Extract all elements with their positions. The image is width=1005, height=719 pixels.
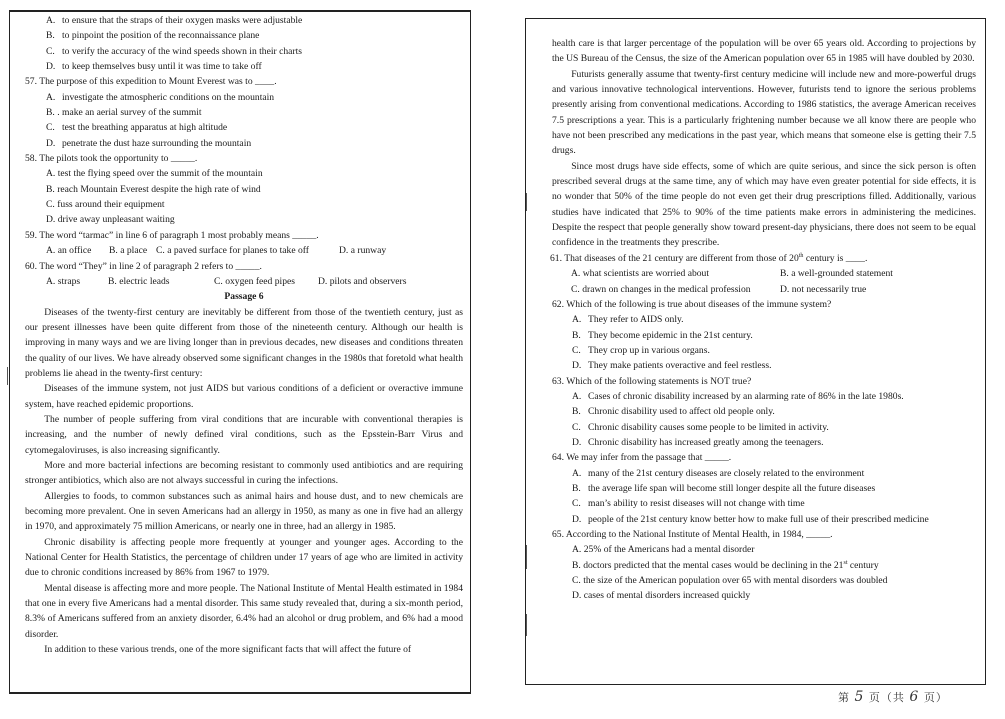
paragraph: More and more bacterial infections are becoming resistant to commonly used antibiotics and are requiring stronger antibiotics, which also are not always successful in curing the infections. xyxy=(25,459,463,487)
option-62-d: D. They make patients overactive and feel restless. xyxy=(572,360,772,372)
paragraph: In addition to these various trends, one of the more significant facts that will affect the future of xyxy=(44,644,412,656)
option-59-a: A. an office xyxy=(46,245,92,257)
option-56-d: D. to keep themselves busy until it was time to take off xyxy=(46,61,262,73)
option-61-b: B. a well-grounded statement xyxy=(780,268,893,280)
option-57-b: B. . make an aerial survey of the summit xyxy=(46,107,202,119)
option-63-b: B. Chronic disability used to affect old people only. xyxy=(572,406,775,418)
question-64 xyxy=(552,450,976,527)
left-page-content xyxy=(25,13,463,657)
passage-title: Passage 6 xyxy=(224,291,264,303)
question-64-stem: 64. We may infer from the passage that _____. xyxy=(552,452,732,464)
question-56-options xyxy=(25,13,463,74)
paragraph: Futurists generally assume that twenty-first century medicine will include new and more-powerful drugs and various innovative technological interventions. However, futurists tend to ignore the serious problems presently arising from conventional medications. According to 1986 statistics, the average American receives 7.5 prescriptions a year. This is a particularly frightening number because we all know there are people who have not been prescribed any medications in the past year, which means that someone else is getting their 7.5 drugs. xyxy=(552,68,976,157)
option-63-d: D. Chronic disability has increased greatly among the teenagers. xyxy=(572,436,824,448)
margin-mark xyxy=(526,545,527,569)
question-65 xyxy=(552,527,976,604)
margin-mark xyxy=(526,193,527,211)
paragraph: Allergies to foods, to common substances such as animal hairs and house dust, and to new chemicals are becoming more prevalent. One in seven Americans had an allergy in 1950, as many as one in five had an allergy in 1970, and approximately 75 million Americans, or nearly one in three, had an allergy in 1985. xyxy=(25,490,463,533)
margin-mark xyxy=(526,614,527,636)
option-60-d: D. pilots and observers xyxy=(318,275,407,287)
option-62-c: C. They crop up in various organs. xyxy=(572,344,710,356)
option-58-a: A. test the flying speed over the summit of the mountain xyxy=(46,168,263,180)
paragraph: Diseases of the immune system, not just AIDS but various conditions of a deficient or overactive immune system, have reached epidemic proportions. xyxy=(25,383,463,410)
option-60-a: A. straps xyxy=(46,275,81,287)
option-64-b: B. the average life span will become still longer despite all the future diseases xyxy=(572,482,876,494)
left-page xyxy=(9,10,471,694)
question-60-options xyxy=(25,274,463,289)
option-61-d: D. not necessarily true xyxy=(780,283,867,295)
question-62-stem: 62. Which of the following is true about diseases of the immune system? xyxy=(552,298,832,310)
paragraph: Chronic disability is affecting people more frequently at younger and younger ages. According to the National Center for Health Statistics, the percentage of children under 17 years of age who are limited in activity due to chronic conditions increased by 86% from 1967 to 1979. xyxy=(25,536,463,579)
paragraph: Diseases of the twenty-first century are inevitably be different from those of the twentieth century, just as our present illnesses have been quite different from those of the nineteenth century. Although our health is improving in many ways and we are living longer than in previous decades, new diseases and conditions threaten the quality of our lives. We have already observed some significant changes in the 1980s that foretold what health problems lie ahead in the twenty-first century: xyxy=(25,306,463,379)
option-64-a: A. many of the 21st century diseases are closely related to the environment xyxy=(572,467,865,479)
option-63-a: A. Cases of chronic disability increased by an alarming rate of 86% in the late 1980s. xyxy=(572,390,904,402)
paragraph: Mental disease is affecting more and more people. The National Institute of Mental Health estimated in 1984 that one in every five Americans had a mental disorder. This same study revealed that, during a six-month period, 8.3% of Americans suffered from an anxiety disorder, 6.4% had an alcohol or drug problem, and 6% had a mood disorder. xyxy=(25,582,463,640)
question-63-stem: 63. Which of the following statements is NOT true? xyxy=(552,375,752,387)
option-64-d: D. people of the 21st century know better how to make full use of their prescribed medicine xyxy=(572,513,929,525)
question-63 xyxy=(552,374,976,451)
paragraph: The number of people suffering from viral conditions that are incurable with conventional therapies is increasing, and the number of newly defined viral conditions, such as the Epsstein-Barr Virus and cytomegaloviruses, is also increasing significantly. xyxy=(25,413,463,456)
total-pages-number: 6 xyxy=(909,689,920,705)
option-56-a: A. to ensure that the straps of their oxygen masks were adjustable xyxy=(46,15,303,26)
option-59-d: D. a runway xyxy=(339,245,387,257)
question-58 xyxy=(25,151,463,228)
option-61-a: A. what scientists are worried about xyxy=(571,268,710,280)
question-61-options-row-2 xyxy=(552,282,976,297)
question-60-stem: 60. The word “They” in line 2 of paragraph 2 refers to _____. xyxy=(25,260,262,272)
right-page xyxy=(525,18,986,685)
option-60-b: B. electric leads xyxy=(108,275,170,287)
option-62-a: A. They refer to AIDS only. xyxy=(572,314,684,326)
question-59 xyxy=(25,228,463,259)
question-60 xyxy=(25,259,463,290)
question-61 xyxy=(552,251,976,297)
question-65-stem: 65. According to the National Institute of Mental Health, in 1984, _____. xyxy=(552,529,833,540)
paragraph: health care is that larger percentage of the population will be over 65 years old. According to projections by the US Bureau of the Census, the size of the American population over 65 in 1985 will have doubled by 2030. xyxy=(552,38,976,65)
question-59-options xyxy=(25,243,463,258)
option-65-b: B. doctors predicted that the mental cases would be declining in the 21st century xyxy=(572,559,879,571)
option-65-d: D. cases of mental disorders increased quickly xyxy=(572,590,751,602)
current-page-number: 5 xyxy=(854,689,865,705)
question-57 xyxy=(25,74,463,151)
question-58-stem: 58. The pilots took the opportunity to _____. xyxy=(25,153,198,165)
option-59-c: C. a paved surface for planes to take off xyxy=(156,245,309,257)
option-65-a: A. 25% of the Americans had a mental disorder xyxy=(572,544,755,556)
option-65-c: C. the size of the American population over 65 with mental disorders was doubled xyxy=(572,575,888,587)
paragraph: Since most drugs have side effects, some of which are quite serious, and since the sick person is often prescribed several drugs at the same time, any of which may have even greater potential for side effects, it is no wonder that 50% of the time people do not even get their drug prescriptions filled. Additionally, various studies have indicated that 25% to 90% of the time patients make errors in administering the medicines. Despite the respect that people generally show toward present-day physicians, there does not seem to be equal confidence in the treatments they prescribe. xyxy=(552,160,976,249)
option-60-c: C. oxygen feed pipes xyxy=(214,275,295,287)
option-61-c: C. drawn on changes in the medical profession xyxy=(571,283,751,295)
option-62-b: B. They become epidemic in the 21st century. xyxy=(572,329,753,341)
option-56-b: B. to pinpoint the position of the reconnaissance plane xyxy=(46,30,260,42)
right-page-content xyxy=(552,36,976,604)
question-57-stem: 57. The purpose of this expedition to Mount Everest was to ____. xyxy=(25,76,277,88)
question-62 xyxy=(552,297,976,374)
option-57-c: C. test the breathing apparatus at high altitude xyxy=(46,122,228,134)
page-footer: 第 5 页（共 6 页） xyxy=(838,689,948,705)
question-59-stem: 59. The word “tarmac” in line 6 of paragraph 1 most probably means _____. xyxy=(25,229,319,241)
option-58-d: D. drive away unpleasant waiting xyxy=(46,214,175,226)
option-57-d: D. penetrate the dust haze surrounding the mountain xyxy=(46,137,252,149)
option-56-c: C. to verify the accuracy of the wind speeds shown in their charts xyxy=(46,45,303,57)
question-61-options-row-1 xyxy=(552,266,976,281)
option-63-c: C. Chronic disability causes some people to be limited in activity. xyxy=(572,421,829,433)
option-58-c: C. fuss around their equipment xyxy=(46,199,165,211)
option-57-a: A. investigate the atmospheric conditions on the mountain xyxy=(46,91,275,103)
option-58-b: B. reach Mountain Everest despite the high rate of wind xyxy=(46,183,261,195)
question-61-stem: 61. That diseases of the 21 century are different from those of 20th century is ____. xyxy=(550,252,868,264)
option-59-b: B. a place xyxy=(109,245,148,257)
option-64-c: C. man’s ability to resist diseases will not change with time xyxy=(572,498,805,510)
margin-mark xyxy=(7,367,8,385)
